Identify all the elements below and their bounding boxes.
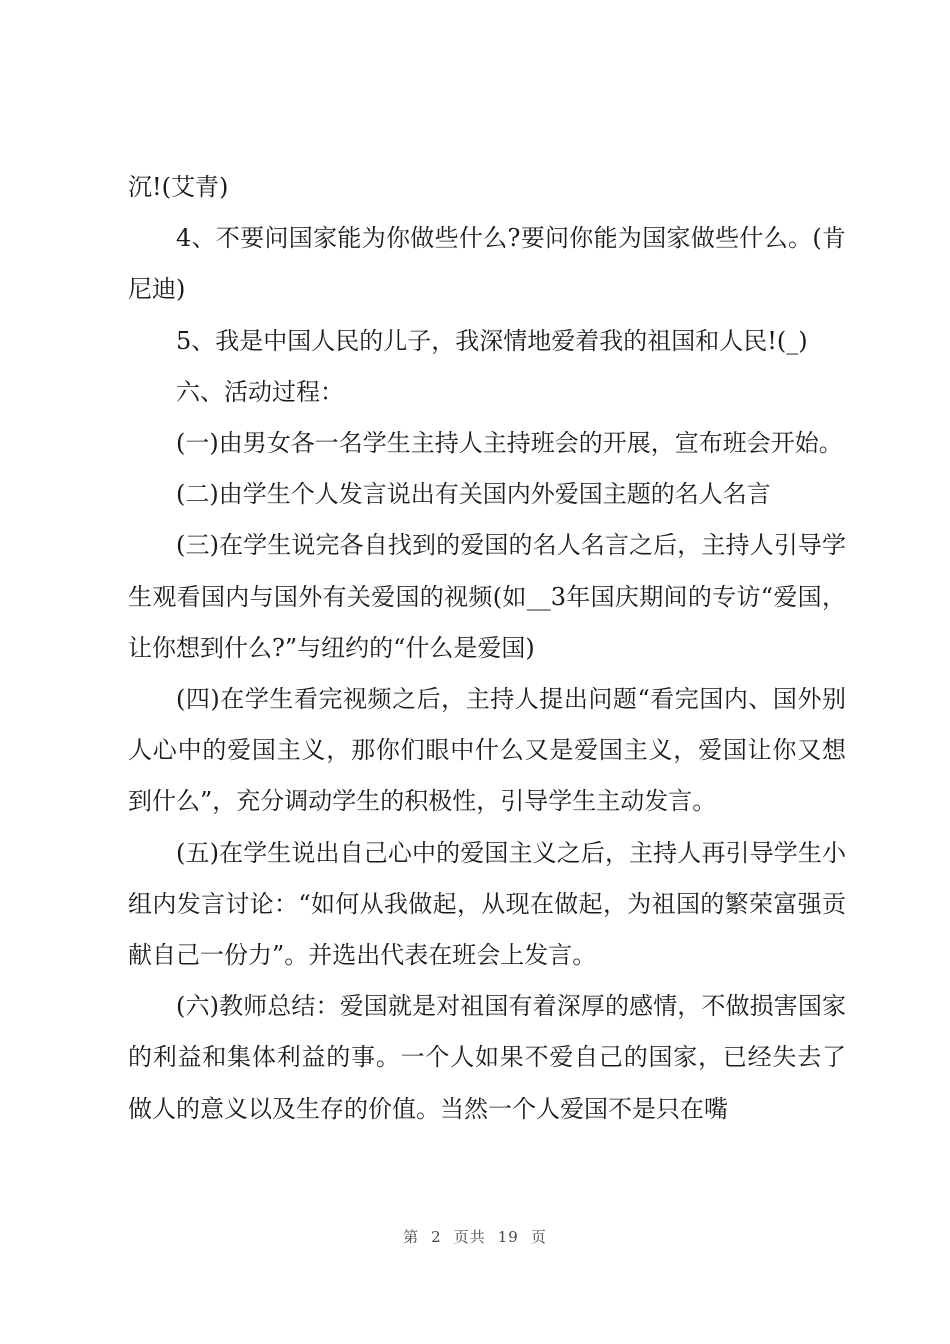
paragraph-step-4: (四)在学生看完视频之后，主持人提出问题“看完国内、国外别人心中的爱国主义，那你们眼中什么又是爱国主义，爱国让你又想到什么”，充分调动学生的积极性，引导学生主动发言。: [128, 685, 846, 816]
footer-page-number: 2: [431, 1228, 442, 1246]
document-body: [128, 162, 846, 1135]
paragraph-step-6: (六)教师总结：爱国就是对祖国有着深厚的感情，不做损害国家的利益和集体利益的事。一个人如果不爱自己的国家，已经失去了做人的意义以及生存的价值。当然一个人爱国不是只在嘴: [128, 992, 846, 1123]
footer-middle: 页共: [453, 1228, 486, 1246]
paragraph-step-2: (二)由学生个人发言说出有关国内外爱国主题的名人名言: [176, 480, 771, 509]
paragraph-quote-4: 4、不要问国家能为你做些什么?要问你能为国家做些什么。(肯尼迪): [128, 224, 846, 304]
paragraph-quote-5: 5、我是中国人民的儿子，我深情地爱着我的祖国和人民!(_): [176, 326, 808, 355]
page-footer: [0, 1226, 950, 1247]
footer-suffix: 页: [530, 1228, 547, 1246]
paragraph-step-5: (五)在学生说出自己心中的爱国主义之后，主持人再引导学生小组内发言讨论：“如何从我做起，从现在做起，为祖国的繁荣富强贡献自己一份力”。并选出代表在班会上发言。: [128, 838, 846, 970]
section-heading-activity-process: 六、活动过程：: [176, 377, 344, 406]
paragraph-step-3: (三)在学生说完各自找到的爱国的名人名言之后，主持人引导学生观看国内与国外有关爱国的视频(如__3年国庆期间的专访“爱国，让你想到什么?”与纽约的“什么是爱国): [128, 531, 846, 662]
paragraph-step-1: (一)由男女各一名学生主持人主持班会的开展，宣布班会开始。: [176, 429, 843, 458]
footer-prefix: 第: [403, 1228, 420, 1246]
footer-total-pages: 19: [497, 1228, 519, 1246]
paragraph-continuation: 沉!(艾青): [128, 173, 229, 201]
